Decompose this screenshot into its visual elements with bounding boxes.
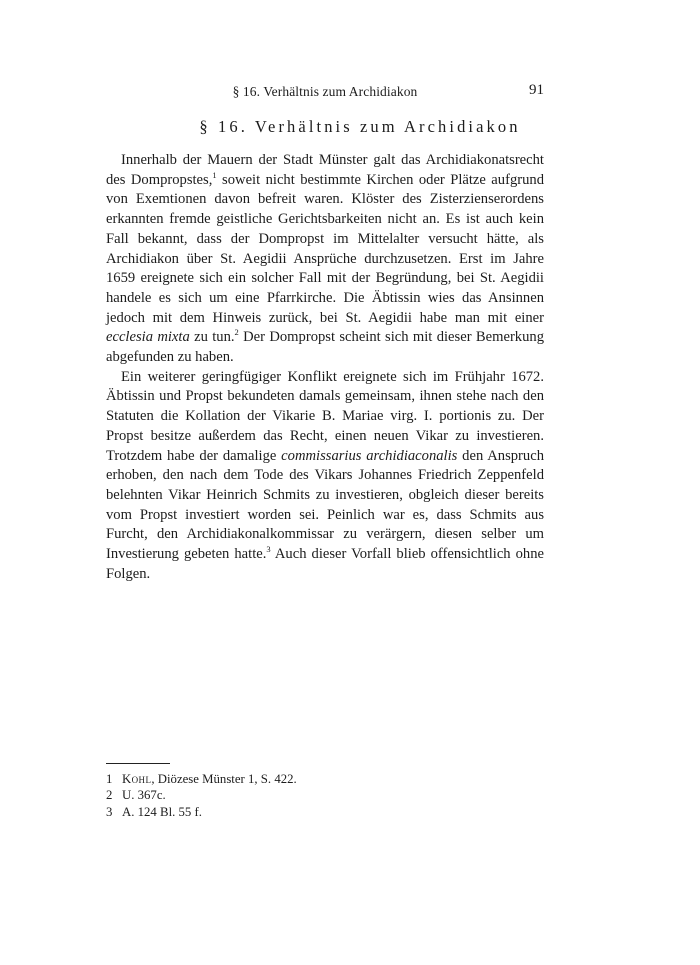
footnotes [106, 771, 544, 820]
footnote-ref: 1 [212, 169, 217, 180]
text-run: den Anspruch erhoben, den nach dem Tode des Vikars Johannes Friedrich Zeppenfeld belehnten Vikar Heinrich Schmits zu investieren, obgleich dieser bereits vom Propst investiert worden sei. Peinlich war es, dass Schmits aus Furcht, den Archidiakonalkommissar zu verärgern, diesen selber um Investierung gebeten hatte. [106, 447, 544, 563]
footnote-number: 3 [106, 804, 113, 819]
page-number: 91 [529, 82, 544, 98]
footnote-number: 1 [106, 772, 113, 786]
text-run: Ein weiterer geringfügiger Konflikt ereignete sich im Frühjahr 1672. Äbtissin und Propst bekundeten damals gemeinsam, ihnen stehe nach den Statuten die Kollation der Vikarie B. Mariae virg. I. portionis zu. Der Propst besitze außerdem das Recht, einen neuen Vikar zu investieren. Trotzdem habe der damalige [106, 368, 544, 464]
text-run: Auch dieser Vorfall blieb offensichtlich ohne Folgen. [106, 546, 545, 582]
running-head: § 16. Verhältnis zum Archidiakon [232, 84, 418, 99]
footnote-text: A. 124 Bl. 55 f. [122, 804, 202, 819]
footnote-text: Kohl, Diözese Münster 1, S. 422. [122, 772, 297, 786]
paragraph [106, 368, 544, 585]
footnote-number: 2 [106, 788, 113, 803]
text-run: Innerhalb der Mauern der Stadt Münster galt das Archidiakonatsrecht des Dompropstes, [106, 152, 544, 188]
latin-term: ecclesia mixta [106, 329, 190, 346]
footnote [106, 771, 544, 787]
footnote-divider [106, 763, 170, 764]
text-run: soweit nicht bestimmte Kirchen oder Plätze aufgrund von Exemtionen davon befreit waren. Klöster des Zisterzienserordens erkannten fremde geistliche Gerichtsbarkeiten nicht an. Es ist auch kein Fall bekannt, dass der Dompropst im Mittelalter versucht hätte, als Archidiakon über St. Aegidii Ansprüche durchzusetzen. Erst im Jahre 1659 ereignete sich ein solcher Fall mit der Begründung, bei St. Aegidii handele es sich um eine Pfarrkirche. Die Äbtissin wies das Ansinnen jedoch mit dem Hinweis zurück, bei St. Aegidii habe man mit einer [106, 171, 544, 326]
text-run: zu tun. [189, 329, 235, 346]
footnote-author: Kohl [122, 772, 152, 786]
footnote-ref: 2 [234, 327, 239, 338]
footnote-ref: 3 [266, 544, 271, 555]
paragraph [106, 151, 544, 368]
latin-term: commissarius archidiaconalis [281, 447, 458, 464]
footnote-text: U. 367c. [122, 788, 166, 803]
footnote [106, 804, 544, 820]
section-title: § 16. Verhältnis zum Archidiakon [199, 117, 521, 136]
body-text [106, 151, 544, 584]
footnote [106, 787, 544, 803]
text-run: Der Dompropst scheint sich mit dieser Bemerkung abgefunden zu haben. [106, 329, 544, 366]
